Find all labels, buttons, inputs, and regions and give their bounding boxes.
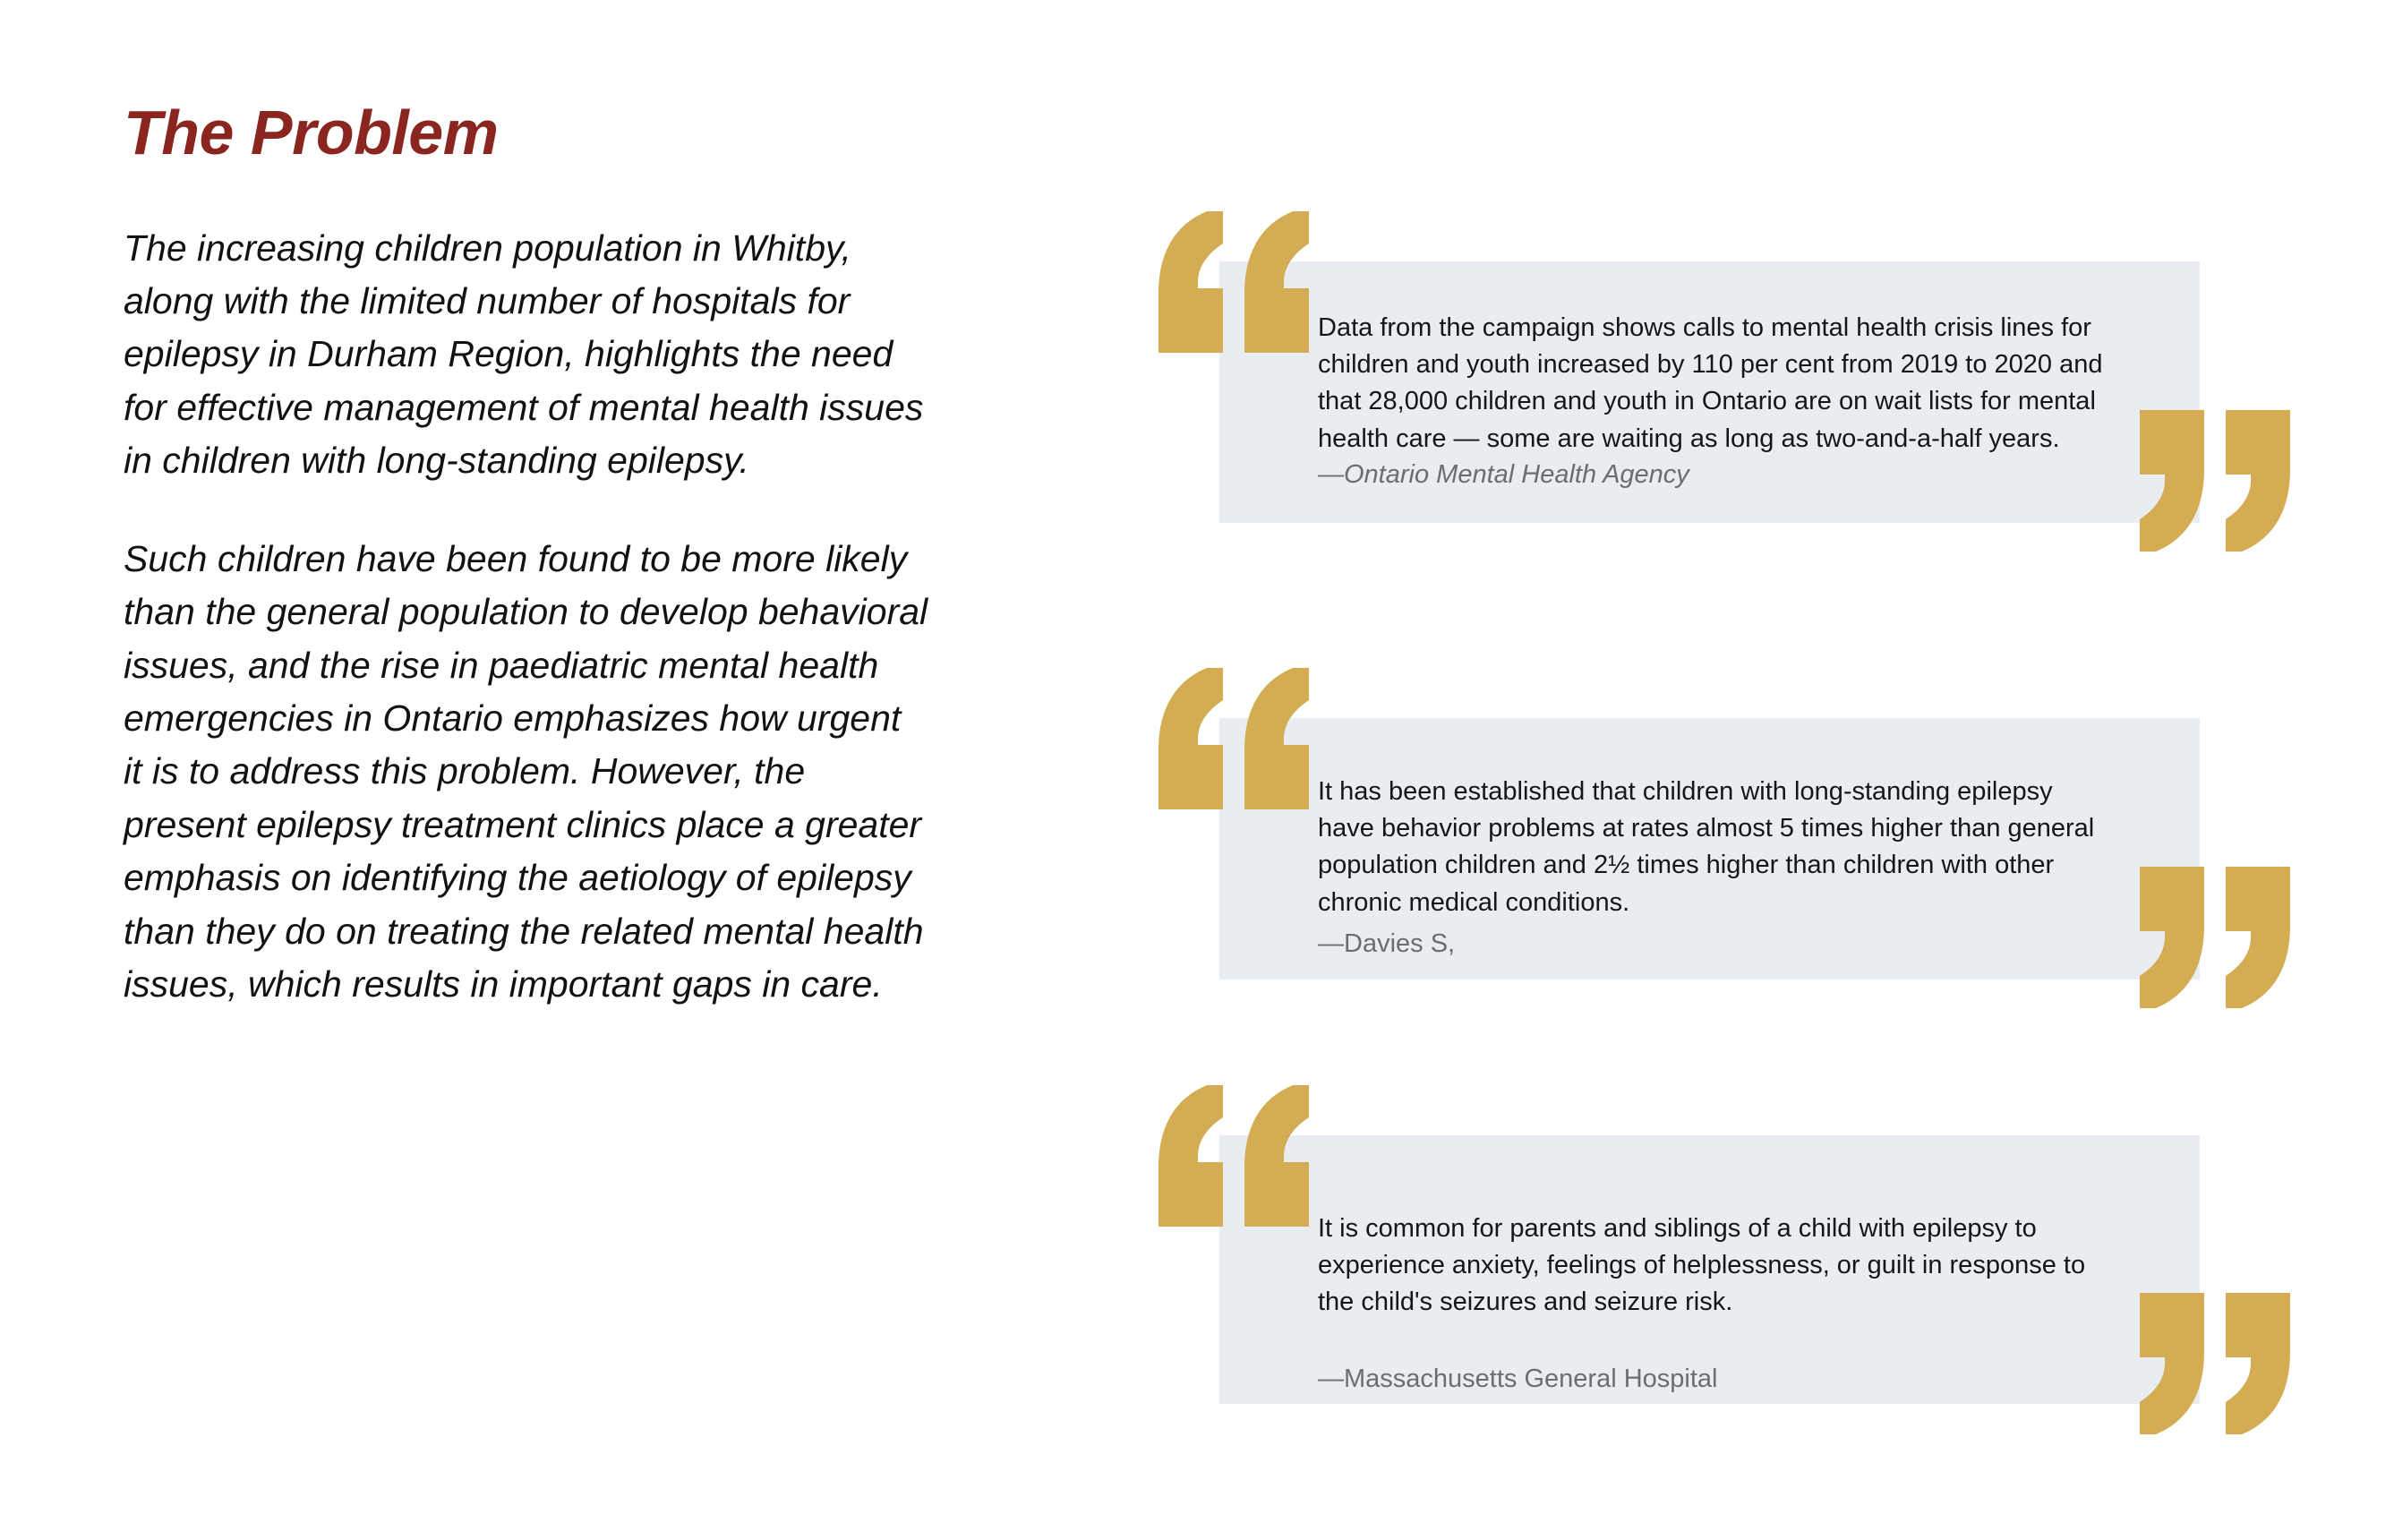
open-quote-icon: [1155, 1085, 1309, 1227]
body-paragraph-1: The increasing children population in Whitby, along with the limited number of hospitals for epilepsy in Durham Region, highlights the need for effective management of mental health issues in children with long-standing epilepsy.: [124, 227, 924, 482]
open-quote-icon: [1155, 211, 1309, 353]
close-quote-icon: [2140, 410, 2294, 552]
open-quote-icon: [1155, 668, 1309, 809]
quote-card: [1155, 668, 2310, 1008]
body-paragraph-2: Such children have been found to be more likely than the general population to develop behavioral issues, and the rise in paediatric mental health emergencies in Ontario emphasizes how urgent it is to address this problem. However, the present epilepsy treatment clinics place a greater emphasis on identifying the aetiology of epilepsy than they do on treating the related mental health issues, which results in important gaps in care.: [124, 537, 928, 1005]
page-title: The Problem: [124, 98, 499, 167]
quote-text: It has been established that children with long-standing epilepsy have behavior problems at rates almost 5 times higher than general population children and 2½ times higher than children with other chronic medical conditions.: [1318, 777, 2095, 917]
close-quote-icon: [2140, 1293, 2294, 1434]
left-text-column: [124, 100, 947, 1012]
quote-text: It is common for parents and siblings of a child with epilepsy to experience anxiety, feelings of helplessness, or guilt in response to the child's seizures and seizure risk.: [1318, 1214, 2086, 1317]
quote-text: Data from the campaign shows calls to mental health crisis lines for children and youth increased by 110 per cent from 2019 to 2020 and that 28,000 children and youth in Ontario are on wait lists for mental health care — some are waiting as long as two-and-a-half years.: [1318, 313, 2103, 453]
close-quote-icon: [2140, 867, 2294, 1008]
quote-card: [1155, 1085, 2310, 1434]
quote-attribution: —Davies S,: [1318, 929, 1456, 958]
quote-cards-column: [1155, 0, 2310, 1540]
quote-attribution: —Massachusetts General Hospital: [1318, 1365, 1718, 1393]
quote-attribution: —Ontario Mental Health Agency: [1318, 460, 1689, 489]
quote-card: [1155, 211, 2310, 552]
